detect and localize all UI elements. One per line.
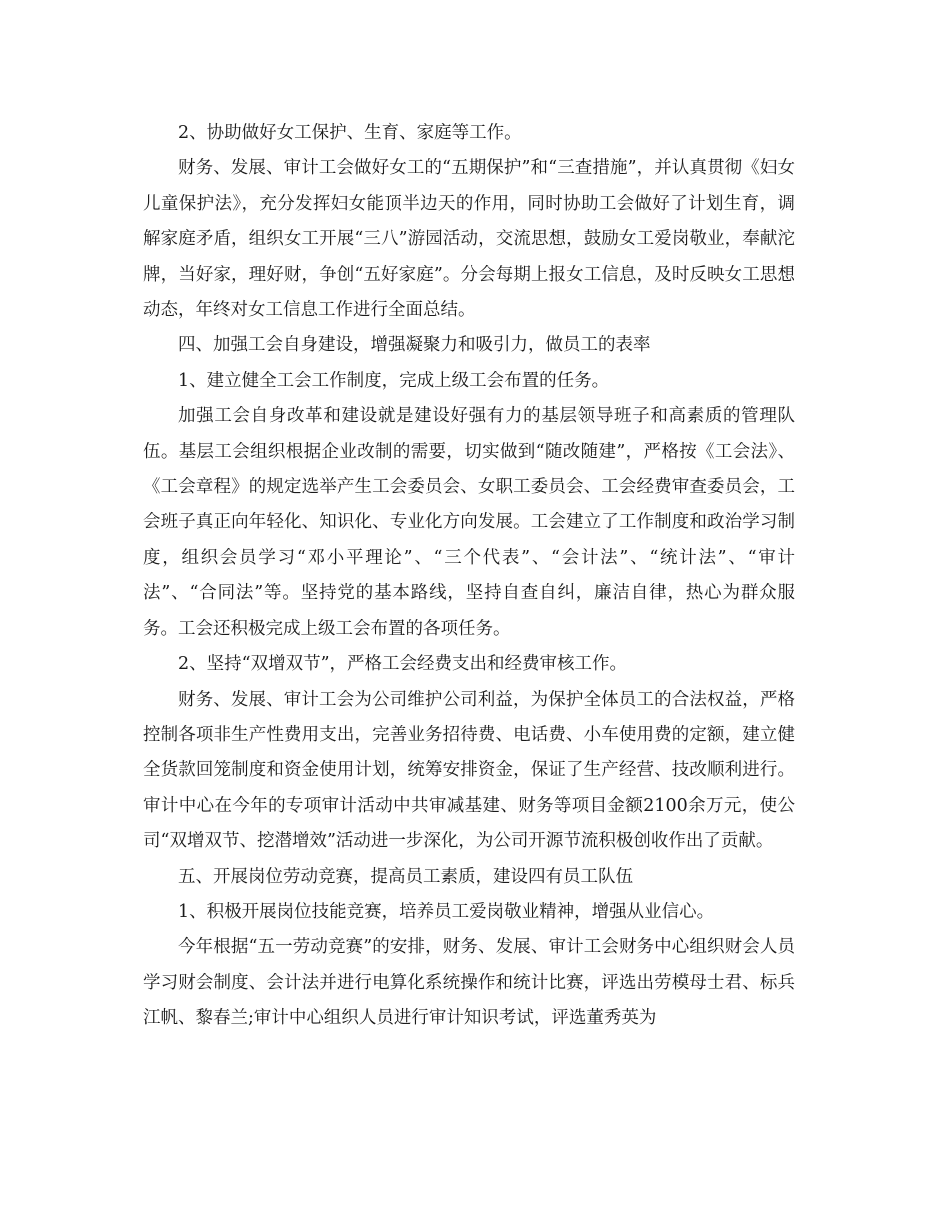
body-paragraph-expense-control: 财务、发展、审计工会为公司维护公司利益，为保护全体员工的合法权益，严格控制各项非生产性费用支出，完善业务招待费、电话费、小车使用费的定额，建立健全货款回笼制度和资金使用计划，统筹安排资金，保证了生产经营、技改顺利进行。审计中心在今年的专项审计活动中共审减基建、财务等项目金额2100余万元，使公司“双增双节、挖潜增效”活动进一步深化，为公司开源节流积极创收作出了贡献。 [143,689,795,852]
subsection-heading-4-2: 2、坚持“双增双节”，严格工会经费支出和经费审核工作。 [178,654,628,675]
subsection-heading-2-1: 2、协助做好女工保护、生育、家庭等工作。 [178,123,522,143]
section-heading-5: 五、开展岗位劳动竞赛，提高员工素质，建设四有员工队伍 [178,866,633,887]
body-paragraph-labor-competition: 今年根据“五一劳动竞赛”的安排，财务、发展、审计工会财务中心组织财会人员学习财会制度、会计法并进行电算化系统操作和统计比赛，评选出劳模母士君、标兵江帆、黎春兰;审计中心组织人员进行审计知识考试，评选董秀英为 [143,937,795,1029]
document-page [143,116,795,1037]
subsection-heading-5-1: 1、积极开展岗位技能竞赛，培养员工爱岗敬业精神，增强从业信心。 [178,901,715,922]
subsection-heading-4-1: 1、建立健全工会工作制度，完成上级工会布置的任务。 [178,370,610,391]
section-heading-4: 四、加强工会自身建设，增强凝聚力和吸引力，做员工的表率 [178,335,651,356]
body-paragraph-female-workers: 财务、发展、审计工会做好女工的“五期保护”和“三查措施”，并认真贯彻《妇女儿童保护法》，充分发挥妇女能顶半边天的作用，同时协助工会做好了计划生育，调解家庭矛盾，组织女工开展“三八”游园活动，交流思想，鼓励女工爱岗敬业，奉献沱牌，当好家，理好财，争创“五好家庭”。分会每期上报女工信息，及时反映女工思想动态，年终对女工信息工作进行全面总结。 [143,158,795,321]
body-paragraph-union-building: 加强工会自身改革和建设就是建设好强有力的基层领导班子和高素质的管理队伍。基层工会组织根据企业改制的需要，切实做到“随改随建”，严格按《工会法》、《工会章程》的规定选举产生工会委员会、女职工委员会、工会经费审查委员会，工会班子真正向年轻化、知识化、专业化方向发展。工会建立了工作制度和政治学习制度，组织会员学习“邓小平理论”、“三个代表”、“会计法”、“统计法”、“审计法”、“合同法”等。坚持党的基本路线，坚持自查自纠，廉洁自律，热心为群众服务。工会还积极完成上级工会布置的各项任务。 [143,406,795,639]
